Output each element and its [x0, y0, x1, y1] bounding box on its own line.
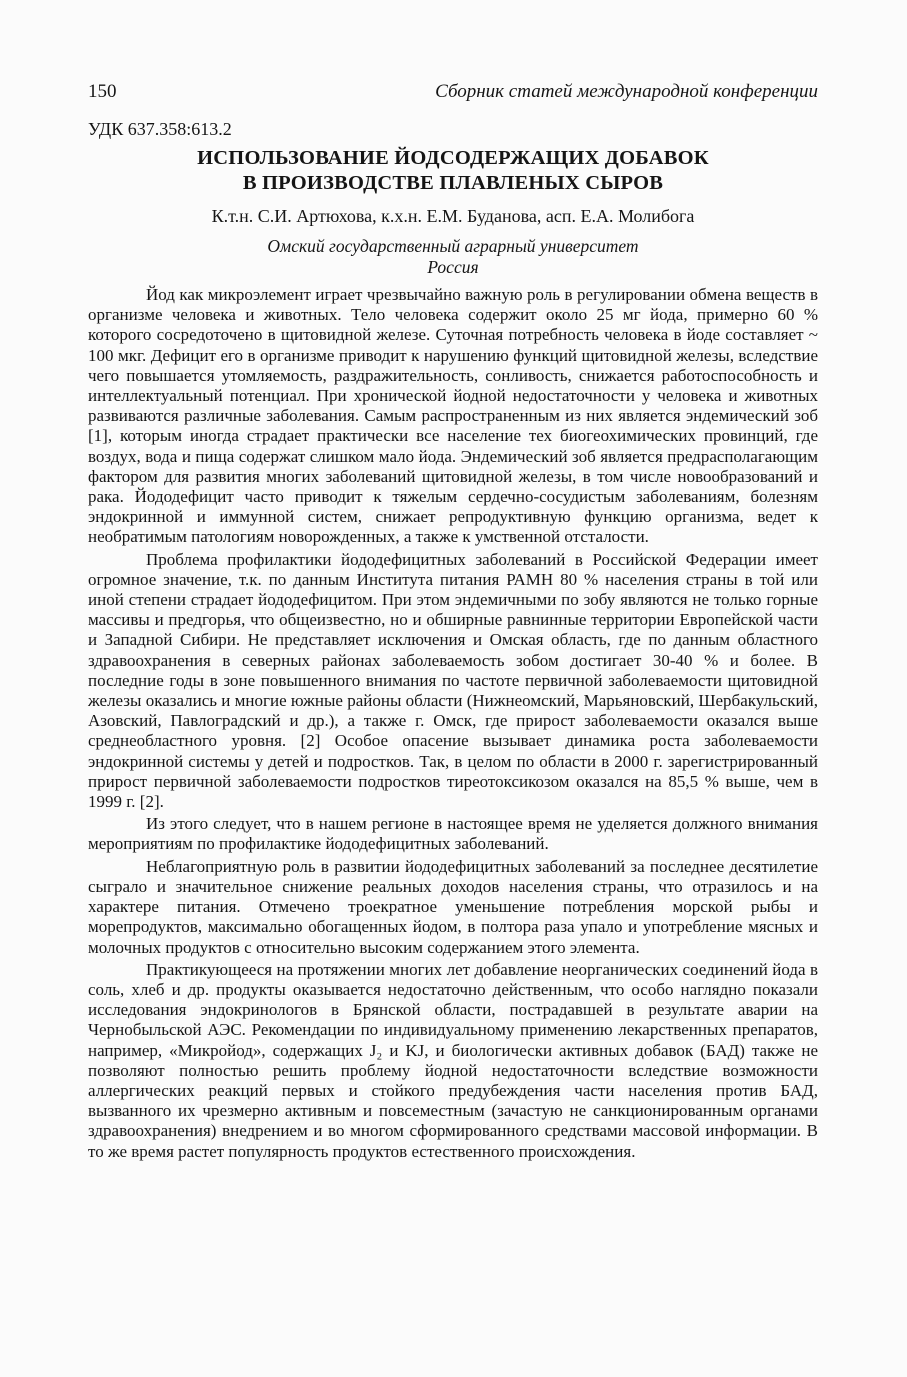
authors: К.т.н. С.И. Артюхова, к.х.н. Е.М. Буданова, асп. Е.А. Молибога — [211, 206, 695, 226]
running-header — [88, 78, 818, 106]
university: Омский государственный аграрный университет — [267, 236, 639, 256]
article-body — [88, 285, 818, 1164]
page-number: 150 — [88, 81, 117, 102]
paragraph: Проблема профилактики йододефицитных заболеваний в Российской Федерации имеет огромное значение, т.к. по данным Института питания РАМН 80 % населения страны в той или иной степени страдает йододефицитом. При этом эндемичными по зобу являются не только горные массивы и предгорья, что общеизвестно, но и обширные равнинные территории Европейской части и Западной Сибири. Не представляет исключения и Омская область, где по данным областного здравоохранения в северных районах заболеваемость зобом достигает 30-40 % и более. В последние годы в зоне повышенного внимания по частоте первичной заболеваемости щитовидной железы оказались и многие южные районы области (Нижнеомский, Марьяновский, Шербакульский, Азовский, Павлоградский и др.), а также г. Омск, где прирост заболеваемости оказался выше среднеобластного уровня. [2] Особое опасение вызывает динамика роста заболеваемости эндокринной системы у детей и подростков. Так, в целом по области в 2000 г. зарегистрированный прирост первичной заболеваемости подростков тиреотоксикозом оказался на 85,5 % выше, чем в 1999 г. [2]. — [88, 549, 818, 812]
country: Россия — [427, 257, 479, 277]
affiliation — [88, 236, 818, 278]
udk-code: УДК 637.358:613.2 — [88, 119, 232, 139]
paragraph: Йод как микроэлемент играет чрезвычайно важную роль в регулировании обмена веществ в организме человека и животных. Тело человека содержит около 25 мг йода, примерно 60 % которого сосредоточено в щитовидной железе. Суточная потребность человека в йоде составляет ~ 100 мкг. Дефицит его в организме приводит к нарушению функций щитовидной железы, вследствие чего повышается утомляемость, раздражительность, сонливость, снижается работоспособность и интеллектуальный потенциал. При хронической йодной недостаточности у человека и животных развиваются различные заболевания. Самым распространенным из них является эндемический зоб [1], которым иногда страдает практически все население тех биогеохимических провинций, где воздух, вода и пища содержат слишком мало йода. Эндемический зоб является предрасполагающим фактором для развития многих заболеваний щитовидной железы, в том числе новообразований и рака. Йододефицит часто приводит к тяжелым сердечно-сосудистым заболеваниям, болезням эндокринной и иммунной систем, снижает репродуктивную функцию организма, ведет к необратимым патологиям новорожденных, а также к умственной отсталости. — [88, 285, 818, 547]
title-line-2: В ПРОИЗВОДСТВЕ ПЛАВЛЕНЫХ СЫРОВ — [242, 172, 664, 194]
paragraph: Неблагоприятную роль в развитии йододефицитных заболеваний за последнее десятилетие сыграло и значительное снижение реальных доходов населения страны, что отразилось и на характере питания. Отмечено троекратное уменьшение потребления морской рыбы и морепродуктов, максимально обогащенных йодом, в полтора раза упало и употребление мясных и молочных продуктов с относительно высоким содержанием этого элемента. — [88, 856, 818, 957]
article-title — [88, 146, 818, 196]
journal-title: Сборник статей международной конференции — [435, 81, 818, 102]
paragraph: Из этого следует, что в нашем регионе в настоящее время не уделяется должного внимания мероприятиям по профилактике йододефицитных заболеваний. — [88, 814, 818, 854]
paragraph: Практикующееся на протяжении многих лет добавление неорганических соединений йода в соль, хлеб и др. продукты оказывается недостаточно действенным, что особо наглядно показали исследования эндокринологов в Брянской области, пострадавшей в результате аварии на Чернобыльской АЭС. Рекомендации по индивидуальному применению лекарственных препаратов, например, «Микройод», содержащих J₂ и KJ, и биологически активных добавок (БАД) также не позволяют полностью решить проблему йодной недостаточности вследствие возможности аллергических реакций первых и стойкого предубеждения части населения против БАД, вызванного их чрезмерно активным и повсеместным (зачастую не санкционированным органами здравоохранения) внедрением и во многом сформированного средствами массовой информации. В то же время растет популярность продуктов естественного происхождения. — [88, 959, 818, 1161]
title-line-1: ИСПОЛЬЗОВАНИЕ ЙОДСОДЕРЖАЩИХ ДОБАВОК — [197, 147, 709, 169]
